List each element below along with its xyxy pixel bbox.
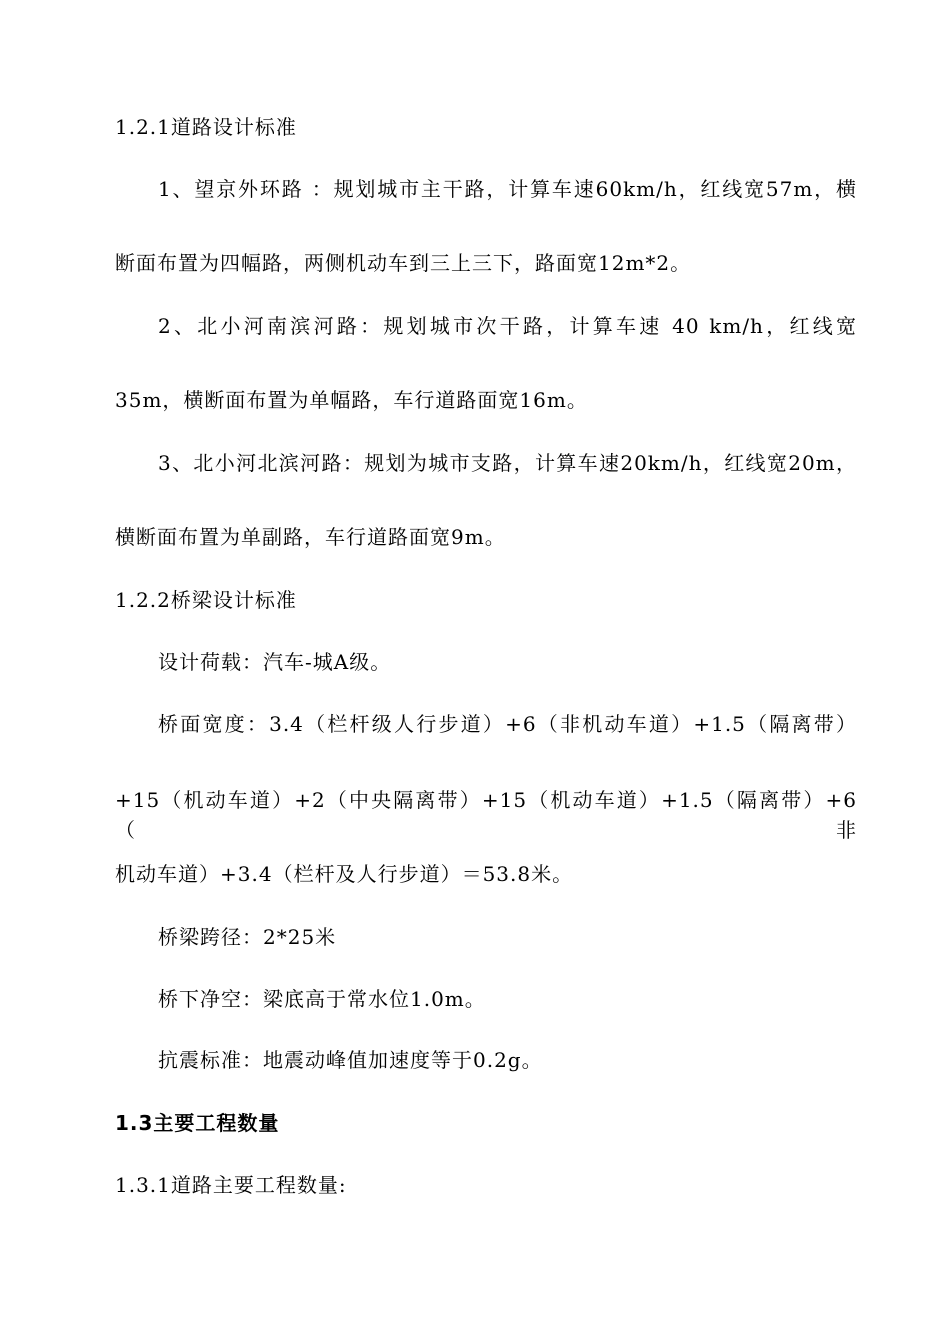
road-item-2-line-1: 2、北小河南滨河路：规划城市次干路，计算车速 40 km/h，红线宽 [158, 314, 857, 338]
bridge-width-line-1: 桥面宽度：3.4（栏杆级人行步道）+6（非机动车道）+1.5（隔离带） [158, 712, 857, 736]
clearance-text: 桥下净空：梁底高于常水位1.0m。 [158, 987, 486, 1011]
bridge-width-line-2: +15（机动车道）+2（中央隔离带）+15（机动车道）+1.5（隔离带）+6（非 [115, 788, 857, 842]
bridge-span-text: 桥梁跨径：2*25米 [158, 925, 337, 949]
road-item-1-line-2: 断面布置为四幅路，两侧机动车到三上三下，路面宽12m*2。 [115, 251, 692, 275]
design-load-text: 设计荷载：汽车-城A级。 [158, 650, 392, 674]
road-item-2-line-2: 35m，横断面布置为单幅路，车行道路面宽16m。 [115, 388, 588, 412]
section-heading-bridge-standards: 1.2.2桥梁设计标准 [115, 588, 297, 612]
section-heading-road-standards: 1.2.1道路设计标准 [115, 115, 297, 139]
bridge-width-line-3: 机动车道）+3.4（栏杆及人行步道）＝53.8米。 [115, 862, 574, 886]
road-item-1-line-1: 1、望京外环路 ：规划城市主干路，计算车速60km/h，红线宽57m，横 [158, 177, 857, 201]
main-heading-quantities: 1.3主要工程数量 [115, 1111, 280, 1135]
road-item-3-line-1: 3、北小河北滨河路：规划为城市支路，计算车速20km/h，红线宽20m， [158, 451, 857, 475]
road-item-3-line-2: 横断面布置为单副路，车行道路面宽9m。 [115, 525, 506, 549]
seismic-standard-text: 抗震标准：地震动峰值加速度等于0.2g。 [158, 1048, 543, 1072]
sub-heading-road-quantities: 1.3.1道路主要工程数量: [115, 1173, 347, 1197]
